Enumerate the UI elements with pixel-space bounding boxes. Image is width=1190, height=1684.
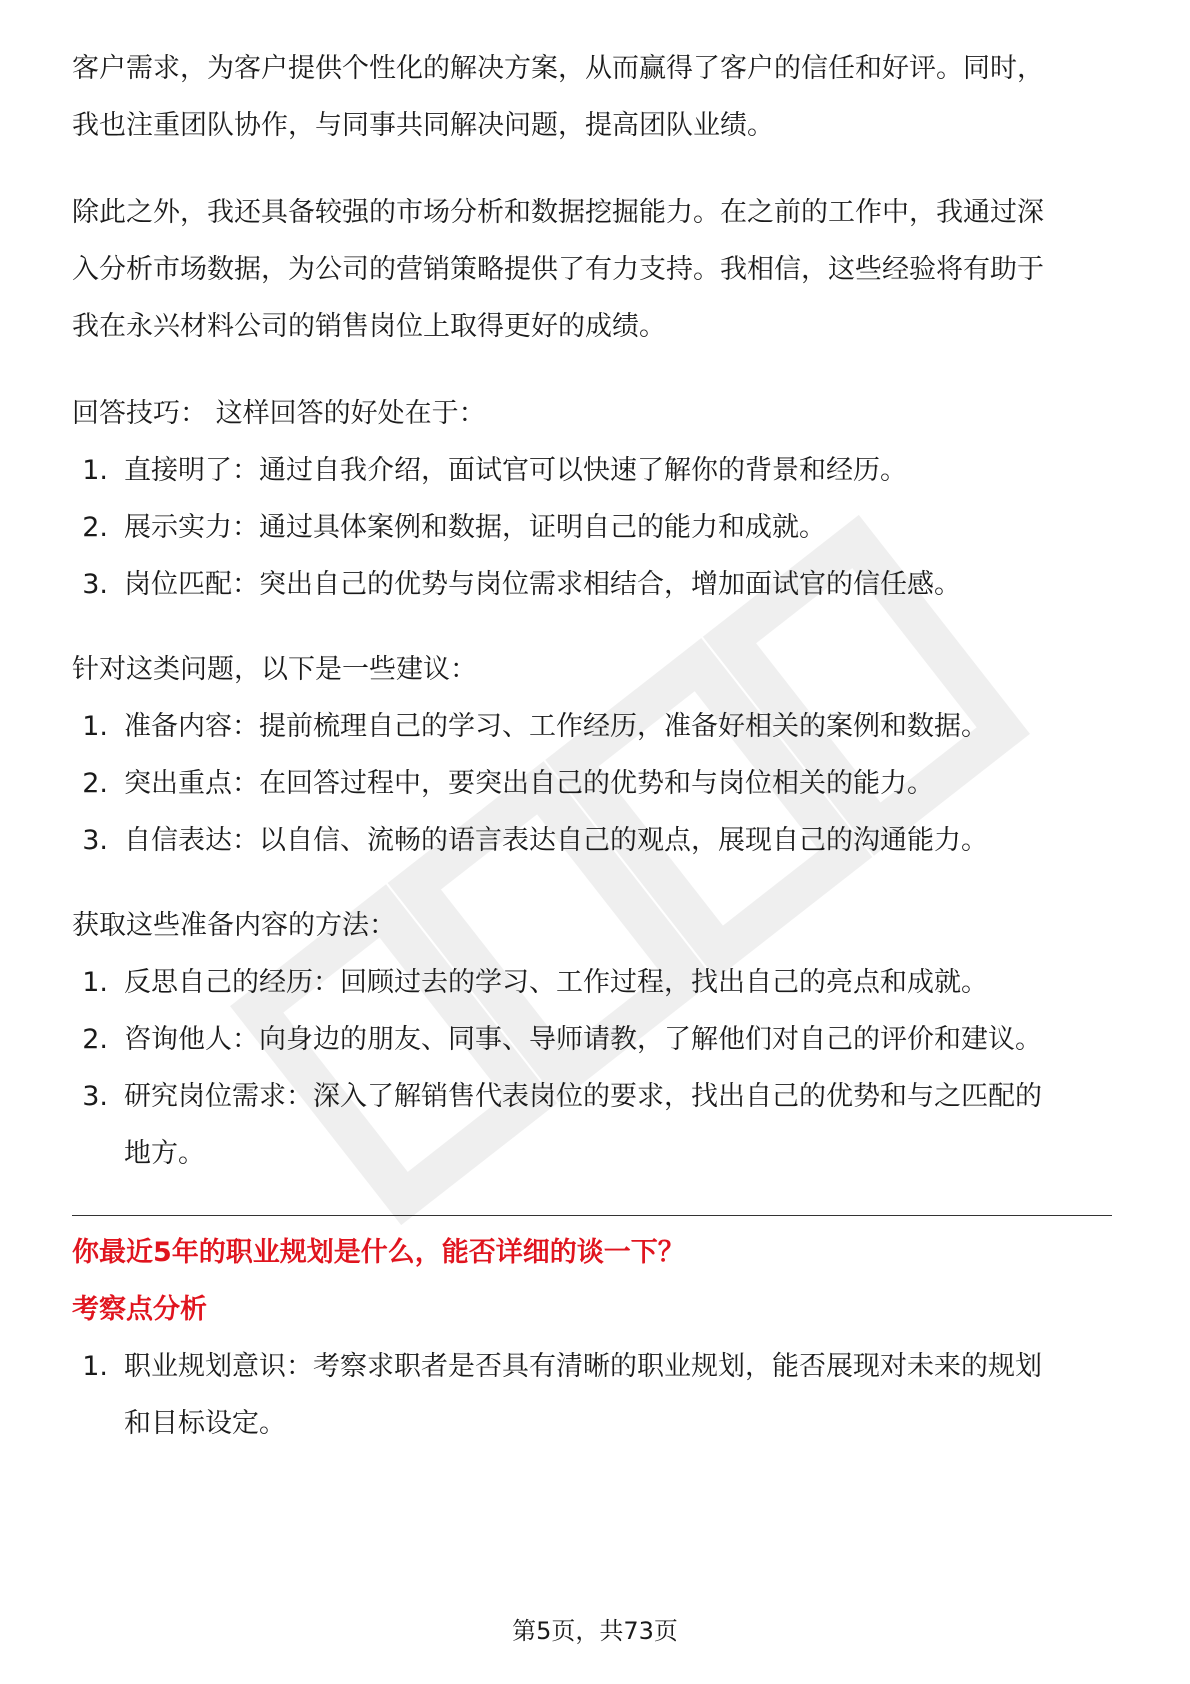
list-item xyxy=(72,556,1112,613)
tips-list xyxy=(72,442,1112,613)
list-item xyxy=(72,442,1112,499)
list-text: 自信表达：以自信、流畅的语言表达自己的观点，展现自己的沟通能力。 xyxy=(124,825,988,856)
list-number: 3. xyxy=(82,825,108,856)
paragraph-line: 除此之外，我还具备较强的市场分析和数据挖掘能力。在之前的工作中，我通过深 xyxy=(72,197,1044,228)
list-text: 岗位匹配：突出自己的优势与岗位需求相结合，增加面试官的信任感。 xyxy=(124,569,961,600)
paragraph-line: 客户需求，为客户提供个性化的解决方案，从而赢得了客户的信任和好评。同时， xyxy=(72,53,1044,84)
list-item xyxy=(72,1011,1112,1068)
list-number: 2. xyxy=(82,512,108,543)
paragraph-line: 我在永兴材料公司的销售岗位上取得更好的成绩。 xyxy=(72,311,666,342)
section-divider xyxy=(72,1215,1112,1216)
list-text-line: 研究岗位需求：深入了解销售代表岗位的要求，找出自己的优势和与之匹配的 xyxy=(124,1081,1042,1112)
method-intro: 获取这些准备内容的方法： xyxy=(72,910,396,941)
paragraph-line: 入分析市场数据，为公司的营销策略提供了有力支持。我相信，这些经验将有助于 xyxy=(72,254,1044,285)
list-text xyxy=(124,1338,1112,1452)
list-number: 2. xyxy=(82,1024,108,1055)
list-item xyxy=(72,1338,1112,1452)
list-item xyxy=(72,698,1112,755)
document-page xyxy=(72,40,1112,1452)
page-footer: 第5页，共73页 xyxy=(512,1617,678,1645)
list-text: 咨询他人：向身边的朋友、同事、导师请教，了解他们对自己的评价和建议。 xyxy=(124,1024,1042,1055)
list-item xyxy=(72,1068,1112,1182)
list-text: 展示实力：通过具体案例和数据，证明自己的能力和成就。 xyxy=(124,512,826,543)
paragraph-line: 我也注重团队协作，与同事共同解决问题，提高团队业绩。 xyxy=(72,110,774,141)
tips-intro: 回答技巧： 这样回答的好处在于： xyxy=(72,398,486,429)
list-item xyxy=(72,954,1112,1011)
interview-question: 你最近5年的职业规划是什么，能否详细的谈一下？ xyxy=(72,1237,685,1268)
list-number: 1. xyxy=(82,967,108,998)
list-number: 3. xyxy=(82,1081,108,1112)
list-text-line: 职业规划意识：考察求职者是否具有清晰的职业规划，能否展现对未来的规划 xyxy=(124,1351,1042,1382)
list-text: 准备内容：提前梳理自己的学习、工作经历，准备好相关的案例和数据。 xyxy=(124,711,988,742)
list-text: 反思自己的经历：回顾过去的学习、工作过程，找出自己的亮点和成就。 xyxy=(124,967,988,998)
advice-intro: 针对这类问题，以下是一些建议： xyxy=(72,654,477,685)
list-number: 2. xyxy=(82,768,108,799)
list-item xyxy=(72,755,1112,812)
list-item xyxy=(72,499,1112,556)
list-text-line: 地方。 xyxy=(124,1138,205,1169)
method-list xyxy=(72,954,1112,1182)
list-text-line: 和目标设定。 xyxy=(124,1408,286,1439)
advice-list xyxy=(72,698,1112,869)
section-subheading: 考察点分析 xyxy=(72,1294,207,1325)
list-number: 1. xyxy=(82,455,108,486)
list-number: 3. xyxy=(82,569,108,600)
list-text xyxy=(124,1068,1112,1182)
list-number: 1. xyxy=(82,1351,108,1382)
analysis-list xyxy=(72,1338,1112,1452)
list-text: 直接明了：通过自我介绍，面试官可以快速了解你的背景和经历。 xyxy=(124,455,907,486)
list-text: 突出重点：在回答过程中，要突出自己的优势和与岗位相关的能力。 xyxy=(124,768,934,799)
list-number: 1. xyxy=(82,711,108,742)
list-item xyxy=(72,812,1112,869)
